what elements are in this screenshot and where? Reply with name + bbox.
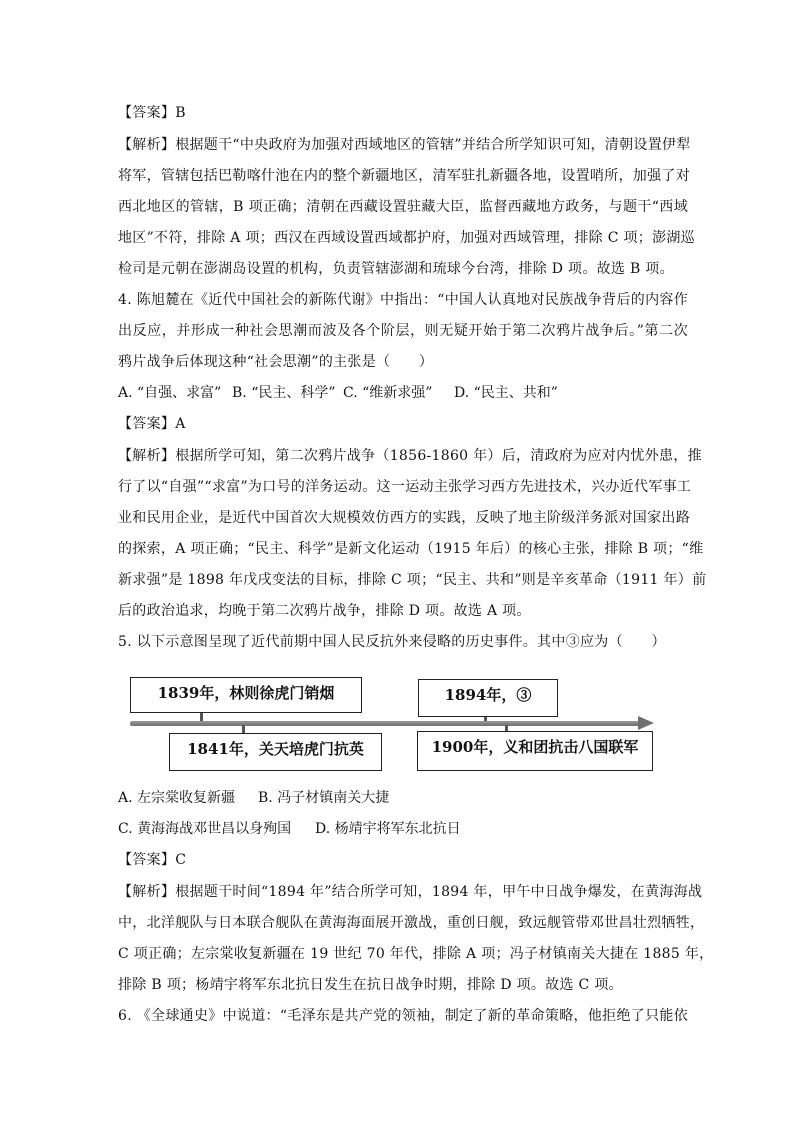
option-b: B. 冯子材镇南关大捷 <box>258 790 390 806</box>
analysis-line: 西北地区的管辖，B 项正确；清朝在西藏设置驻藏大臣，监督西藏地方政务，与题干“西域 <box>118 199 688 215</box>
analysis-line: 新求强”是 1898 年戊戌变法的目标，排除 C 项；“民主、共和”则是辛亥革命（1911 年）前 <box>118 572 707 588</box>
analysis-line: 【解析】根据题干时间“1894 年”结合所学可知，1894 年，甲午中日战争爆发，在黄海海战 <box>118 884 703 900</box>
timeline-axis <box>130 721 642 726</box>
question-stem-q5: 5. 以下示意图呈现了近代前期中国人民反抗外来侵略的历史事件。其中③应为（ ） <box>118 634 666 650</box>
analysis-line: 【解析】根据所学可知，第二次鸦片战争（1856-1860 年）后，清政府为应对内忧外患，推 <box>118 448 702 464</box>
option-a: A. “自强、求富” <box>118 385 222 401</box>
option-b: B. “民主、科学” <box>232 385 336 401</box>
answer-label-q3: 【答案】B <box>118 105 186 121</box>
option-d: D. “民主、共和” <box>454 385 558 401</box>
timeline-event-1900: 1900年，义和团抗击八国联军 <box>417 731 653 771</box>
timeline-event-1841: 1841年，关天培虎门抗英 <box>169 733 382 771</box>
option-d: D. 杨靖宇将军东北抗日 <box>315 821 461 837</box>
timeline-arrow-icon <box>638 716 654 730</box>
analysis-line: 中，北洋舰队与日本联合舰队在黄海海面展开激战，重创日舰，致远舰管带邓世昌壮烈牺牲， <box>118 915 705 931</box>
answer-label-q4: 【答案】A <box>118 416 186 432</box>
analysis-line: 的探索，A 项正确；“民主、科学”是新文化运动（1915 年后）的核心主张，排除 B 项；“维 <box>118 541 704 557</box>
analysis-line: 后的政治追求，均晚于第二次鸦片战争，排除 D 项。故选 A 项。 <box>118 603 531 619</box>
question-stem-q6: 6. 《全球通史》中说道：“毛泽东是共产党的领袖，制定了新的革命策略，他拒绝了只能依 <box>118 1008 688 1024</box>
analysis-line: 【解析】根据题干“中央政府为加强对西域地区的管辖”并结合所学知识可知，清朝设置伊犁 <box>118 137 691 153</box>
question-stem-q4: 出反应，并形成一种社会思潮而波及各个阶层，则无疑开始于第二次鸦片战争后。”第二次 <box>118 323 688 339</box>
analysis-line: 行了以“自强”“求富”为口号的洋务运动。这一运动主张学习西方先进技术，兴办近代军事工 <box>118 479 692 495</box>
timeline-tick <box>200 713 203 721</box>
option-a: A. 左宗棠收复新疆 <box>118 790 236 806</box>
analysis-line: 检司是元朝在澎湖岛设置的机构，负责管辖澎湖和琉球今台湾，排除 D 项。故选 B 项。 <box>118 261 674 277</box>
question-stem-q4: 鸦片战争后体现这种“社会思潮”的主张是（ ） <box>118 354 434 370</box>
timeline-event-1839: 1839年，林则徐虎门销烟 <box>130 677 362 713</box>
analysis-line: C 项正确；左宗棠收复新疆在 19 世纪 70 年代，排除 A 项；冯子材镇南关大捷在 1885 年， <box>118 946 714 962</box>
analysis-line: 将军，管辖包括巴勒喀什池在内的整个新疆地区，清军驻扎新疆各地，设置哨所，加强了对 <box>118 168 690 184</box>
timeline-event-1894: 1894年，③ <box>418 679 558 717</box>
analysis-line: 地区”不符，排除 A 项；西汉在西域设置西域都护府，加强对西域管理，排除 C 项；澎湖巡 <box>118 230 695 246</box>
timeline-tick <box>242 725 245 733</box>
answer-label-q5: 【答案】C <box>118 852 187 868</box>
option-c: C. “维新求强” <box>343 385 433 401</box>
option-c: C. 黄海海战邓世昌以身殉国 <box>118 821 292 837</box>
analysis-line: 业和民用企业，是近代中国首次大规模效仿西方的实践，反映了地主阶级洋务派对国家出路 <box>118 510 690 526</box>
analysis-line: 排除 B 项；杨靖宇将军东北抗日发生在抗日战争时期，排除 D 项。故选 C 项。 <box>118 977 623 993</box>
question-stem-q4: 4. 陈旭麓在《近代中国社会的新陈代谢》中指出：“中国人认真地对民族战争背后的内容作 <box>118 292 688 308</box>
